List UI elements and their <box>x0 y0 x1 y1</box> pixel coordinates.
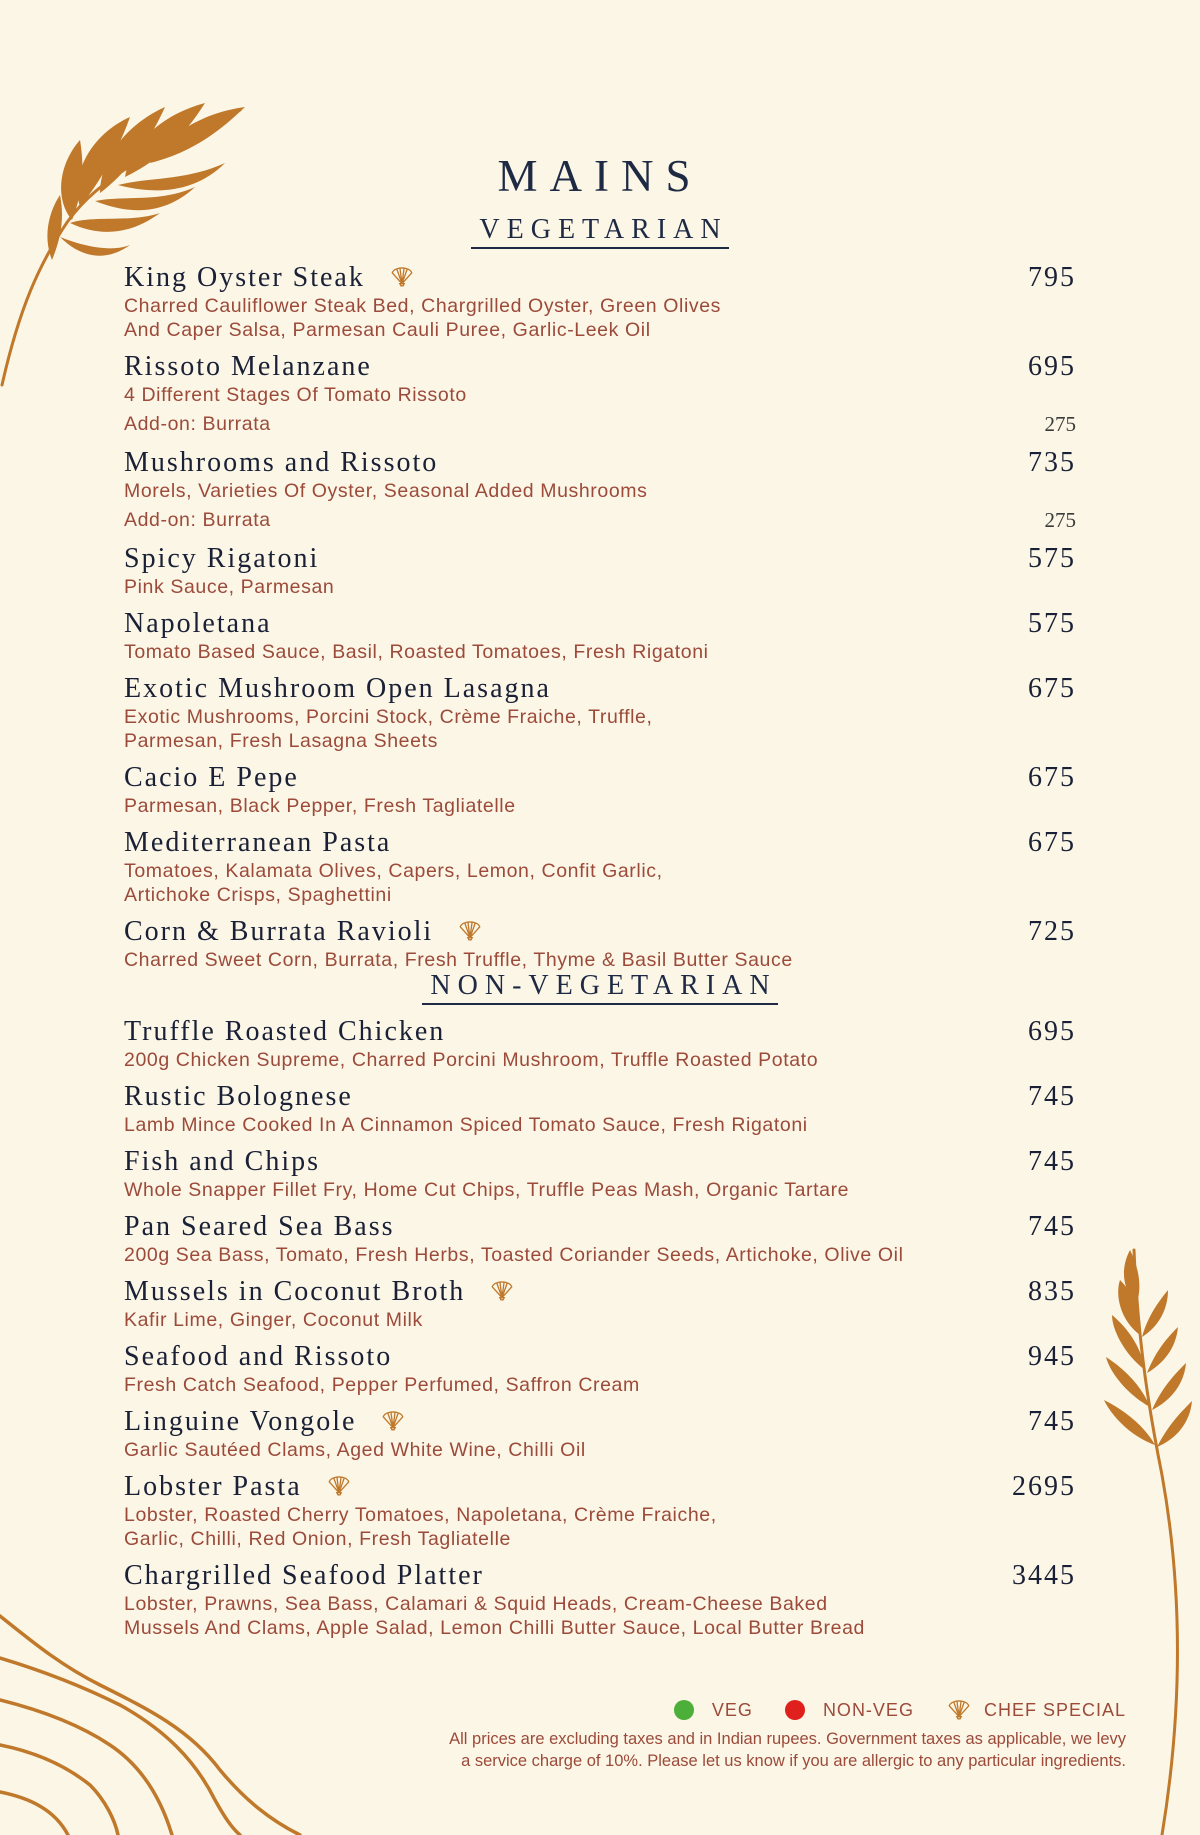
footnote-line: a service charge of 10%. Please let us know if you are allergic to any particular ingredients. <box>461 1752 1126 1770</box>
shell-icon <box>380 1406 406 1437</box>
dish-price: 695 <box>1028 351 1076 382</box>
menu-item <box>124 351 1076 438</box>
dish-name: Linguine Vongole <box>124 1406 357 1437</box>
dish-description: Garlic, Chilli, Red Onion, Fresh Tagliatelle <box>124 1528 511 1550</box>
menu-item-header <box>124 916 1076 948</box>
dish-name: Mussels in Coconut Broth <box>124 1276 466 1307</box>
dish-description: Lobster, Prawns, Sea Bass, Calamari & Squid Heads, Cream-Cheese Baked <box>124 1593 828 1615</box>
addon-price: 275 <box>1044 508 1076 532</box>
menu-item <box>124 1211 1076 1267</box>
dish-price: 725 <box>1028 916 1076 947</box>
addon-label: Add-on: Burrata <box>124 509 271 531</box>
menu-item <box>124 447 1076 534</box>
menu-item-header <box>124 1016 1076 1048</box>
shell-icon <box>489 1276 515 1307</box>
menu-item <box>124 673 1076 753</box>
menu-item-header <box>124 351 1076 383</box>
menu-item <box>124 827 1076 907</box>
menu-item-header <box>124 608 1076 640</box>
menu-item <box>124 916 1076 972</box>
dish-description: And Caper Salsa, Parmesan Cauli Puree, Garlic-Leek Oil <box>124 319 651 341</box>
shell-icon <box>457 916 483 947</box>
dish-name: Napoletana <box>124 608 272 639</box>
menu-item-header <box>124 762 1076 794</box>
shell-icon <box>389 262 415 293</box>
menu-item-header <box>124 1341 1076 1373</box>
dish-name: Rissoto Melanzane <box>124 351 372 382</box>
dish-description: Lamb Mince Cooked In A Cinnamon Spiced Tomato Sauce, Fresh Rigatoni <box>124 1114 808 1136</box>
menu-item-header <box>124 1560 1076 1592</box>
vegetarian-heading: VEGETARIAN <box>0 214 1200 246</box>
footnote-line: All prices are excluding taxes and in Indian rupees. Government taxes as applicable, we levy <box>449 1730 1126 1748</box>
non-vegetarian-menu-list <box>124 1016 1076 1649</box>
dish-description: 4 Different Stages Of Tomato Rissoto <box>124 384 467 406</box>
page-title: MAINS <box>497 151 703 201</box>
chef-special-legend-label: CHEF SPECIAL <box>983 1699 1126 1720</box>
dish-name: Fish and Chips <box>124 1146 321 1177</box>
dish-name: King Oyster Steak <box>124 262 365 293</box>
dish-description: Whole Snapper Fillet Fry, Home Cut Chips, Truffle Peas Mash, Organic Tartare <box>124 1179 850 1201</box>
dish-name: Cacio E Pepe <box>124 762 299 793</box>
menu-item <box>124 1081 1076 1137</box>
dish-name: Truffle Roasted Chicken <box>124 1016 446 1047</box>
dish-description: Morels, Varieties Of Oyster, Seasonal Added Mushrooms <box>124 480 648 502</box>
shell-icon <box>326 1471 352 1502</box>
dish-name: Chargrilled Seafood Platter <box>124 1560 484 1591</box>
dish-name: Spicy Rigatoni <box>124 543 320 574</box>
vegetarian-menu-list <box>124 262 1076 981</box>
footnote <box>266 1728 1126 1772</box>
dish-description: Charred Sweet Corn, Burrata, Fresh Truffle, Thyme & Basil Butter Sauce <box>124 949 793 971</box>
dish-name: Corn & Burrata Ravioli <box>124 916 434 947</box>
dish-description: Lobster, Roasted Cherry Tomatoes, Napoletana, Crème Fraiche, <box>124 1504 717 1526</box>
dish-description: Kafir Lime, Ginger, Coconut Milk <box>124 1309 423 1331</box>
nonveg-legend-label: NON-VEG <box>822 1699 914 1720</box>
dish-price: 745 <box>1028 1211 1076 1242</box>
menu-item <box>124 608 1076 664</box>
addon-label: Add-on: Burrata <box>124 413 271 435</box>
dish-description: Charred Cauliflower Steak Bed, Chargrilled Oyster, Green Olives <box>124 295 722 317</box>
menu-item-header <box>124 827 1076 859</box>
menu-item <box>124 543 1076 599</box>
veg-dot-icon <box>674 1700 694 1720</box>
dish-name: Seafood and Rissoto <box>124 1341 393 1372</box>
non-vegetarian-heading: NON-VEGETARIAN <box>0 970 1200 1002</box>
menu-item <box>124 1146 1076 1202</box>
dish-description: Garlic Sautéed Clams, Aged White Wine, Chilli Oil <box>124 1439 586 1461</box>
menu-item-header <box>124 673 1076 705</box>
addon-row <box>124 506 1076 534</box>
menu-item-header <box>124 543 1076 575</box>
dish-name: Lobster Pasta <box>124 1471 302 1502</box>
dish-description: 200g Chicken Supreme, Charred Porcini Mushroom, Truffle Roasted Potato <box>124 1049 819 1071</box>
dish-price: 675 <box>1028 762 1076 793</box>
dish-name: Pan Seared Sea Bass <box>124 1211 395 1242</box>
menu-item-header <box>124 447 1076 479</box>
dish-price: 675 <box>1028 827 1076 858</box>
menu-item <box>124 262 1076 342</box>
dish-price: 735 <box>1028 447 1076 478</box>
legend <box>674 1697 1126 1723</box>
dish-price: 695 <box>1028 1016 1076 1047</box>
menu-item <box>124 1341 1076 1397</box>
dish-price: 745 <box>1028 1406 1076 1437</box>
dish-name: Rustic Bolognese <box>124 1081 353 1112</box>
dish-price: 745 <box>1028 1081 1076 1112</box>
dish-description: Tomato Based Sauce, Basil, Roasted Tomatoes, Fresh Rigatoni <box>124 641 709 663</box>
addon-row <box>124 410 1076 438</box>
dish-description: 200g Sea Bass, Tomato, Fresh Herbs, Toasted Coriander Seeds, Artichoke, Olive Oil <box>124 1244 904 1266</box>
dish-price: 945 <box>1028 1341 1076 1372</box>
menu-item-header <box>124 1146 1076 1178</box>
menu-item-header <box>124 1406 1076 1438</box>
dish-description: Parmesan, Black Pepper, Fresh Tagliatelle <box>124 795 516 817</box>
menu-item <box>124 762 1076 818</box>
shell-icon <box>946 1695 972 1726</box>
dish-description: Mussels And Clams, Apple Salad, Lemon Chilli Butter Sauce, Local Butter Bread <box>124 1617 865 1639</box>
menu-item-header <box>124 1081 1076 1113</box>
addon-price: 275 <box>1044 412 1076 436</box>
dish-description: Tomatoes, Kalamata Olives, Capers, Lemon, Confit Garlic, <box>124 860 663 882</box>
dish-price: 575 <box>1028 543 1076 574</box>
menu-item <box>124 1406 1076 1462</box>
menu-item-header <box>124 1211 1076 1243</box>
dish-price: 575 <box>1028 608 1076 639</box>
dish-name: Exotic Mushroom Open Lasagna <box>124 673 551 704</box>
menu-item-header <box>124 1471 1076 1503</box>
dish-price: 795 <box>1028 262 1076 293</box>
nonveg-dot-icon <box>785 1700 805 1720</box>
veg-legend-label: VEG <box>711 1699 753 1720</box>
menu-item <box>124 1560 1076 1640</box>
menu-item-header <box>124 1276 1076 1308</box>
dish-price: 745 <box>1028 1146 1076 1177</box>
menu-item <box>124 1016 1076 1072</box>
dish-price: 2695 <box>1012 1471 1076 1502</box>
dish-price: 3445 <box>1012 1560 1076 1591</box>
menu-item <box>124 1276 1076 1332</box>
menu-item <box>124 1471 1076 1551</box>
dish-description: Artichoke Crisps, Spaghettini <box>124 884 392 906</box>
dish-price: 835 <box>1028 1276 1076 1307</box>
dish-price: 675 <box>1028 673 1076 704</box>
dish-name: Mediterranean Pasta <box>124 827 392 858</box>
menu-item-header <box>124 262 1076 294</box>
dish-description: Parmesan, Fresh Lasagna Sheets <box>124 730 438 752</box>
dish-name: Mushrooms and Rissoto <box>124 447 439 478</box>
dish-description: Exotic Mushrooms, Porcini Stock, Crème Fraiche, Truffle, <box>124 706 653 728</box>
dish-description: Fresh Catch Seafood, Pepper Perfumed, Saffron Cream <box>124 1374 640 1396</box>
dish-description: Pink Sauce, Parmesan <box>124 576 335 598</box>
